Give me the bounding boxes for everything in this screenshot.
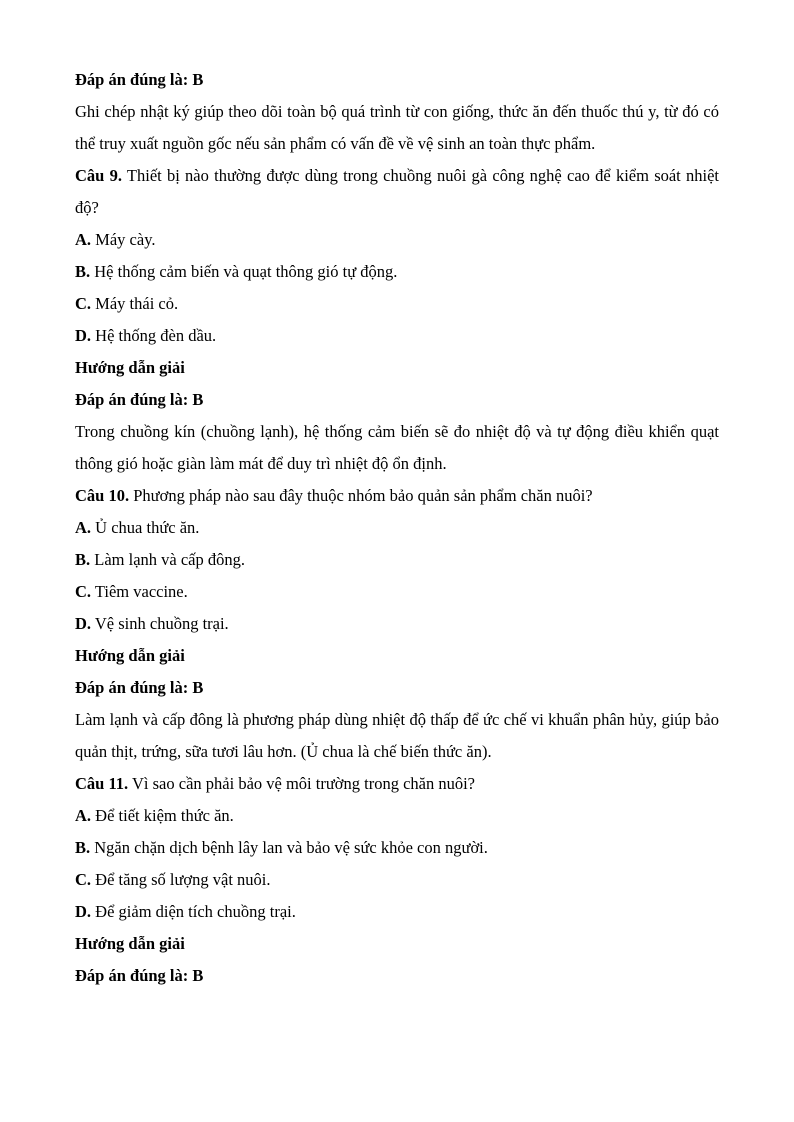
bold-text-run: Hướng dẫn giải: [75, 646, 185, 665]
paragraph: [75, 416, 719, 480]
text-run: Ngăn chặn dịch bệnh lây lan và bảo vệ sức khỏe con người.: [90, 838, 488, 857]
paragraph: [75, 352, 719, 384]
paragraph: [75, 256, 719, 288]
paragraph: [75, 288, 719, 320]
bold-text-run: Đáp án đúng là: B: [75, 70, 204, 89]
paragraph: [75, 544, 719, 576]
text-run: Trong chuồng kín (chuồng lạnh), hệ thống cảm biến sẽ đo nhiệt độ và tự động điều khiển quạt thông gió hoặc giàn làm mát để duy trì nhiệt độ ổn định.: [75, 422, 719, 473]
bold-text-run: D.: [75, 326, 92, 345]
text-run: Vì sao cần phải bảo vệ môi trường trong chăn nuôi?: [128, 774, 476, 793]
bold-text-run: B.: [75, 550, 91, 569]
bold-text-run: Hướng dẫn giải: [75, 934, 185, 953]
text-run: Ghi chép nhật ký giúp theo dõi toàn bộ quá trình từ con giống, thức ăn đến thuốc thú y, từ đó có thể truy xuất nguồn gốc nếu sản phẩm có vấn đề về vệ sinh an toàn thực phẩm.: [75, 102, 719, 153]
text-run: Máy thái cỏ.: [91, 294, 179, 313]
text-run: Làm lạnh và cấp đông là phương pháp dùng nhiệt độ thấp để ức chế vi khuẩn phân hủy, giúp bảo quản thịt, trứng, sữa tươi lâu hơn. (Ủ chua là chế biến thức ăn).: [75, 710, 719, 761]
text-run: Để tiết kiệm thức ăn.: [91, 806, 234, 825]
bold-text-run: C.: [75, 294, 92, 313]
paragraph: [75, 224, 719, 256]
bold-text-run: Đáp án đúng là: B: [75, 966, 204, 985]
bold-text-run: B.: [75, 262, 91, 281]
paragraph: [75, 576, 719, 608]
bold-text-run: Đáp án đúng là: B: [75, 678, 204, 697]
paragraph: [75, 608, 719, 640]
paragraph: [75, 960, 719, 992]
document-body: [75, 64, 719, 992]
text-run: Ủ chua thức ăn.: [91, 518, 200, 537]
bold-text-run: Đáp án đúng là: B: [75, 390, 204, 409]
text-run: Phương pháp nào sau đây thuộc nhóm bảo quản sản phẩm chăn nuôi?: [129, 486, 593, 505]
paragraph: [75, 480, 719, 512]
paragraph: [75, 832, 719, 864]
bold-text-run: A.: [75, 806, 92, 825]
bold-text-run: Hướng dẫn giải: [75, 358, 185, 377]
text-run: Hệ thống đèn dầu.: [91, 326, 217, 345]
bold-text-run: Câu 9.: [75, 166, 122, 185]
bold-text-run: C.: [75, 870, 92, 889]
paragraph: [75, 640, 719, 672]
text-run: Để tăng số lượng vật nuôi.: [91, 870, 271, 889]
paragraph: [75, 928, 719, 960]
paragraph: [75, 512, 719, 544]
paragraph: [75, 704, 719, 768]
paragraph: [75, 896, 719, 928]
text-run: Để giảm diện tích chuồng trại.: [91, 902, 296, 921]
paragraph: [75, 864, 719, 896]
paragraph: [75, 768, 719, 800]
paragraph: [75, 64, 719, 96]
text-run: Máy cày.: [91, 230, 156, 249]
bold-text-run: D.: [75, 614, 92, 633]
text-run: Hệ thống cảm biến và quạt thông gió tự động.: [90, 262, 398, 281]
paragraph: [75, 800, 719, 832]
text-run: Tiêm vaccine.: [91, 582, 188, 601]
bold-text-run: Câu 10.: [75, 486, 130, 505]
paragraph: [75, 320, 719, 352]
bold-text-run: Câu 11.: [75, 774, 129, 793]
bold-text-run: A.: [75, 518, 92, 537]
paragraph: [75, 672, 719, 704]
bold-text-run: D.: [75, 902, 92, 921]
bold-text-run: C.: [75, 582, 92, 601]
bold-text-run: B.: [75, 838, 91, 857]
text-run: Vệ sinh chuồng trại.: [91, 614, 229, 633]
paragraph: [75, 384, 719, 416]
paragraph: [75, 160, 719, 224]
text-run: Làm lạnh và cấp đông.: [90, 550, 246, 569]
paragraph: [75, 96, 719, 160]
bold-text-run: A.: [75, 230, 92, 249]
text-run: Thiết bị nào thường được dùng trong chuồng nuôi gà công nghệ cao để kiểm soát nhiệt độ?: [75, 166, 720, 217]
